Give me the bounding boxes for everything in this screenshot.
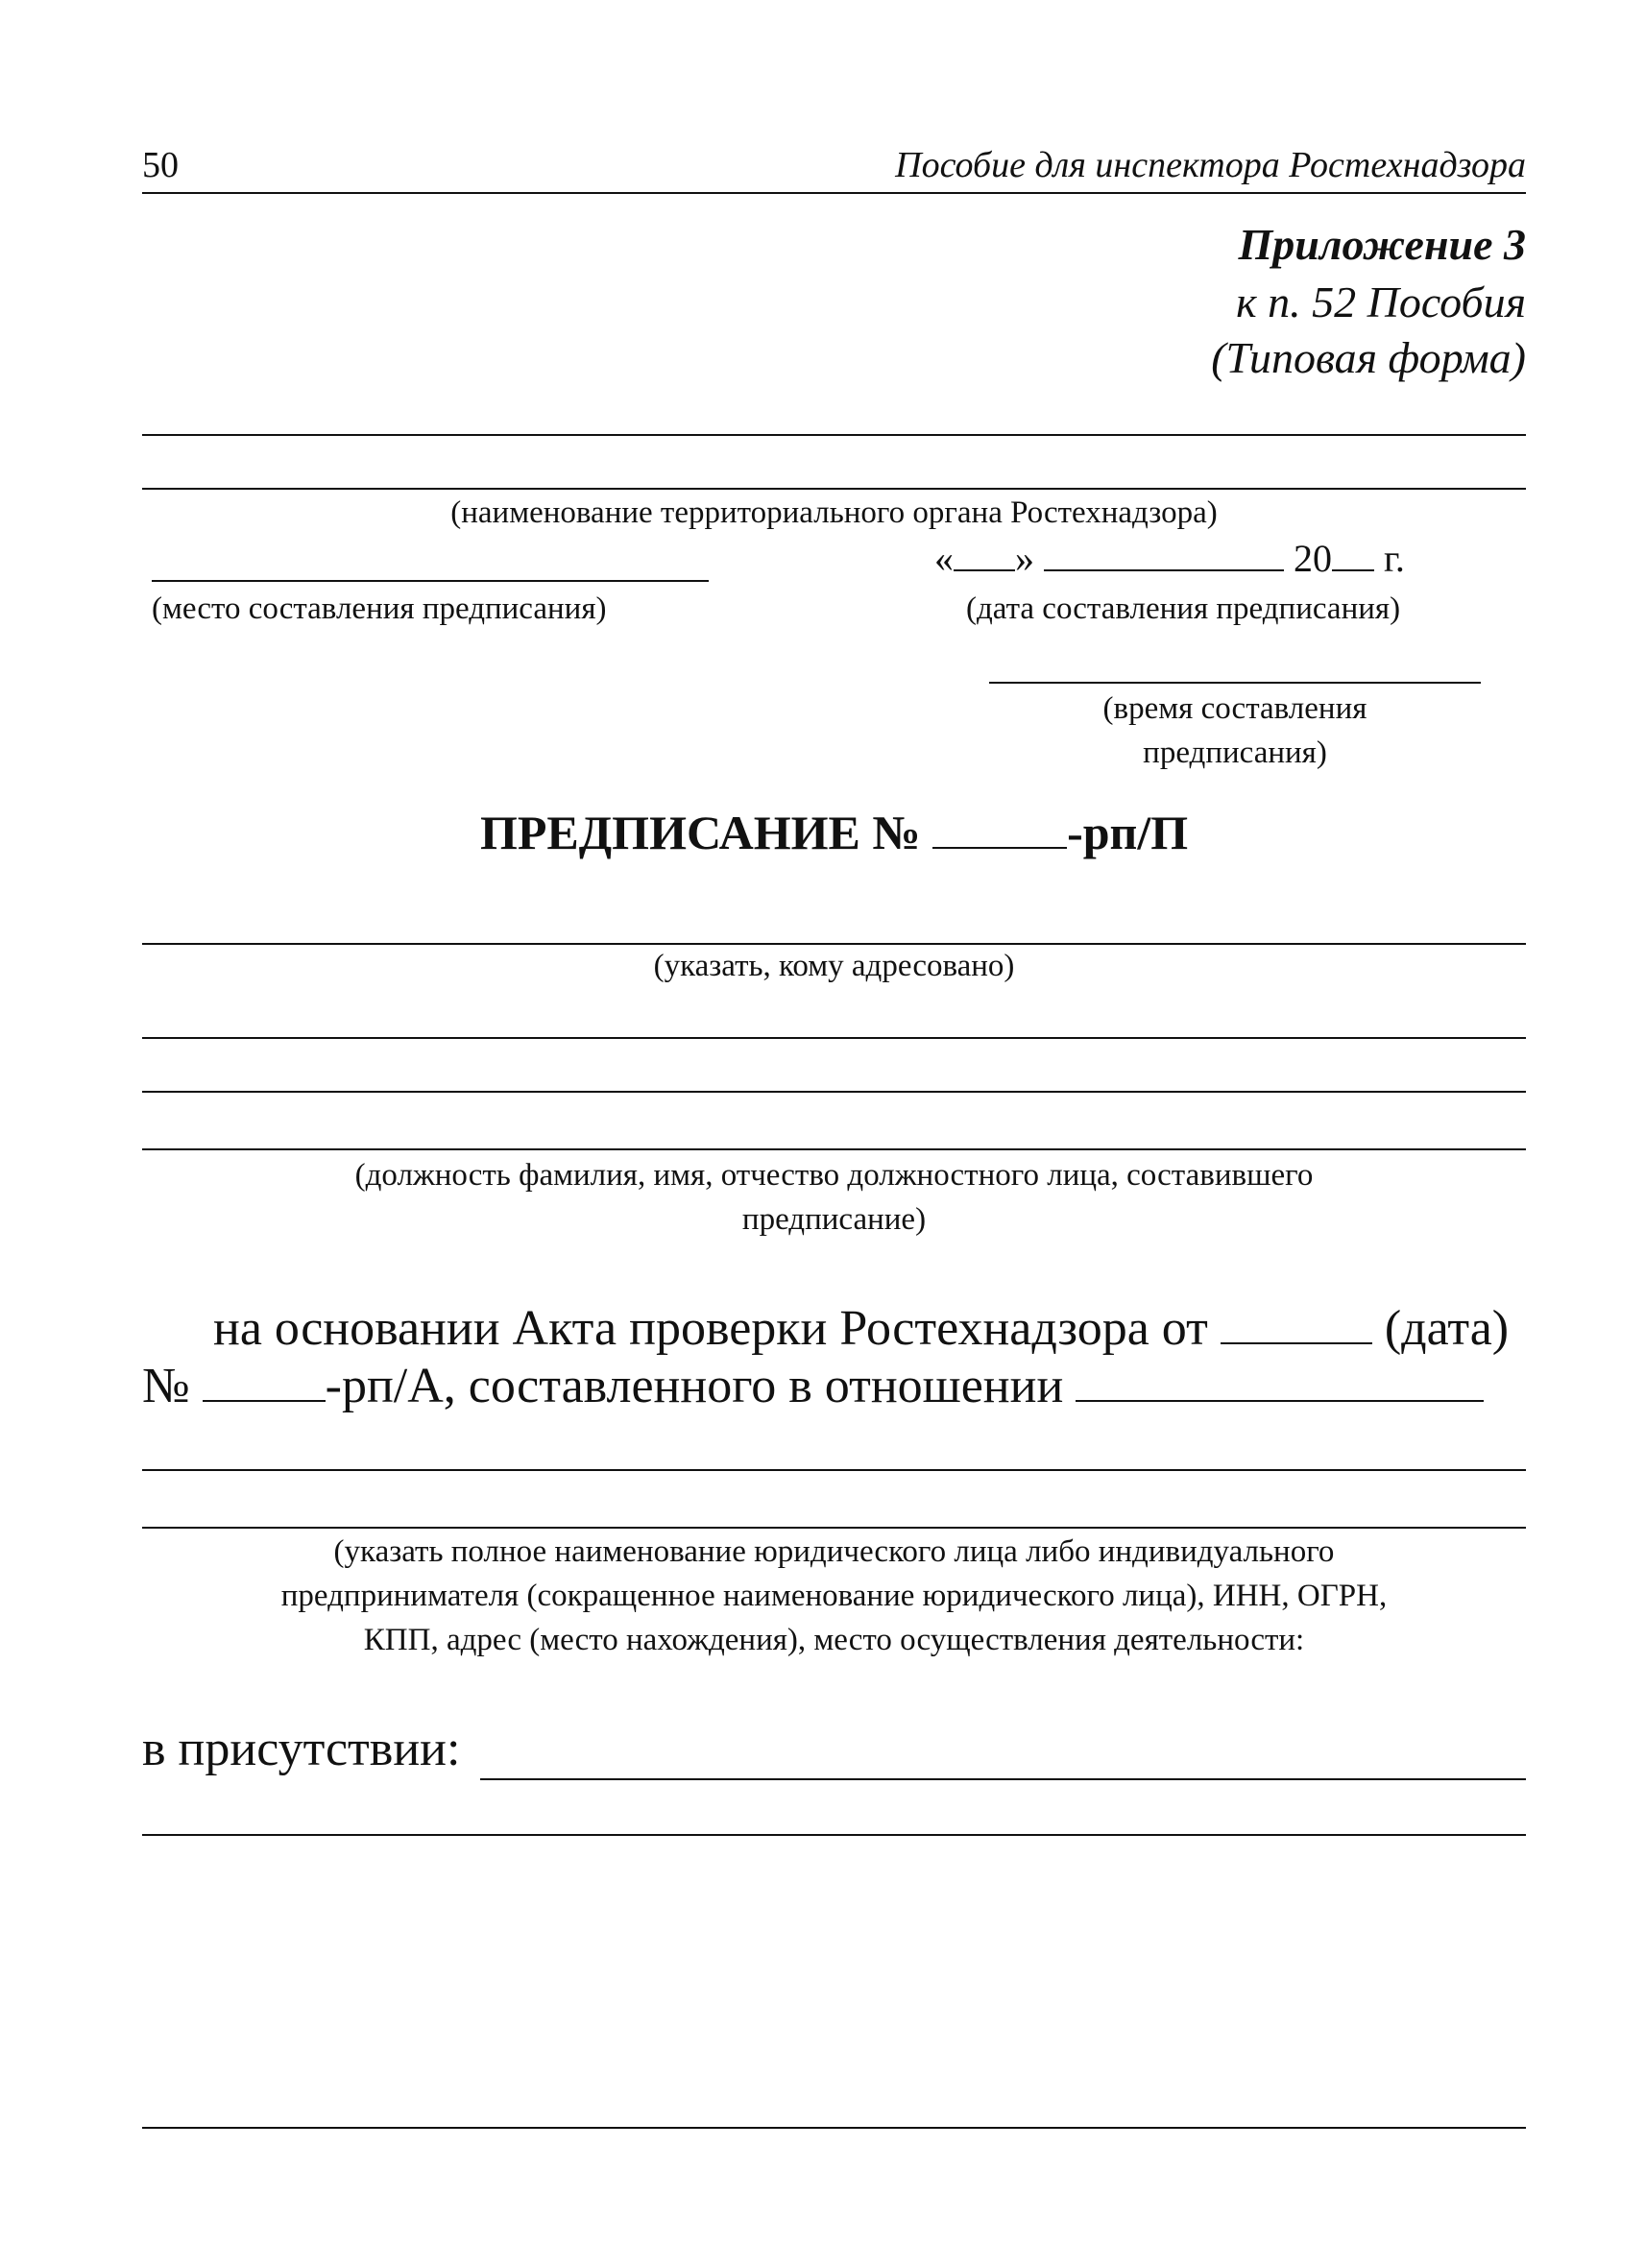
time-line xyxy=(989,682,1481,684)
running-title: Пособие для инспектора Ростехнадзора xyxy=(895,145,1526,185)
basis-text-2: -рп/А, составленного в отношении xyxy=(325,1359,1064,1413)
title-prefix: ПРЕДПИСАНИЕ № xyxy=(480,806,921,859)
basis-num-sign: № xyxy=(142,1359,190,1413)
authority-line-1 xyxy=(142,434,1526,436)
official-line-1 xyxy=(142,1037,1526,1039)
official-caption-1: (должность фамилия, имя, отчество должностного лица, составившего xyxy=(354,1158,1314,1193)
basis-text-1: на основании Акта проверки Ростехнадзора от xyxy=(213,1301,1208,1356)
bottom-line xyxy=(142,2127,1526,2129)
time-caption-1: (время составления xyxy=(1102,691,1367,726)
official-line-3 xyxy=(142,1148,1526,1150)
title-number-blank xyxy=(932,808,1067,849)
presence-line-1 xyxy=(480,1778,1526,1780)
place-caption: (место составления предписания) xyxy=(152,591,607,626)
official-line-2 xyxy=(142,1091,1526,1093)
time-caption-2: предписания) xyxy=(1143,736,1327,770)
page-number: 50 xyxy=(142,145,179,185)
basis-line-2 xyxy=(142,1354,1484,1415)
date-caption: (дата составления предписания) xyxy=(966,591,1401,626)
header-rule xyxy=(142,192,1526,194)
presence-line-2 xyxy=(142,1834,1526,1836)
date-field xyxy=(934,536,1405,582)
official-caption-2: предписание) xyxy=(741,1202,927,1237)
appendix-ref: к п. 52 Пособия xyxy=(1236,277,1526,326)
authority-caption: (наименование территориального органа Ростехнадзора) xyxy=(450,495,1218,530)
basis-date-blank xyxy=(1221,1296,1372,1344)
form-type-label: (Типовая форма) xyxy=(1211,333,1526,382)
title-suffix: -рп/П xyxy=(1067,806,1189,859)
date-year-blank xyxy=(1332,537,1374,571)
entity-caption-2: предпринимателя (сокращенное наименование юридического лица), ИНН, ОГРН, xyxy=(280,1579,1388,1613)
presence-label: в присутствии: xyxy=(142,1722,461,1776)
entity-line-2 xyxy=(142,1527,1526,1529)
entity-line-1 xyxy=(142,1469,1526,1471)
date-year-prefix: 20 xyxy=(1294,537,1332,580)
basis-date-label: (дата) xyxy=(1384,1301,1510,1356)
date-month-blank xyxy=(1044,537,1284,571)
date-year-suffix: г. xyxy=(1384,537,1405,580)
date-open-quote: « xyxy=(934,537,954,580)
date-day-blank xyxy=(954,537,1015,571)
document-title xyxy=(480,805,1188,860)
basis-line-1 xyxy=(213,1296,1509,1358)
entity-caption-1: (указать полное наименование юридического лица либо индивидуального xyxy=(333,1534,1335,1569)
basis-number-blank xyxy=(203,1354,326,1402)
authority-line-2 xyxy=(142,488,1526,490)
date-close-quote: » xyxy=(1015,537,1034,580)
addressee-caption: (указать, кому адресовано) xyxy=(653,949,1015,983)
place-line xyxy=(152,580,709,582)
basis-entity-blank xyxy=(1076,1354,1484,1402)
appendix-title: Приложение 3 xyxy=(1238,220,1526,269)
entity-caption-3: КПП, адрес (место нахождения), место осуществления деятельности: xyxy=(363,1623,1305,1657)
